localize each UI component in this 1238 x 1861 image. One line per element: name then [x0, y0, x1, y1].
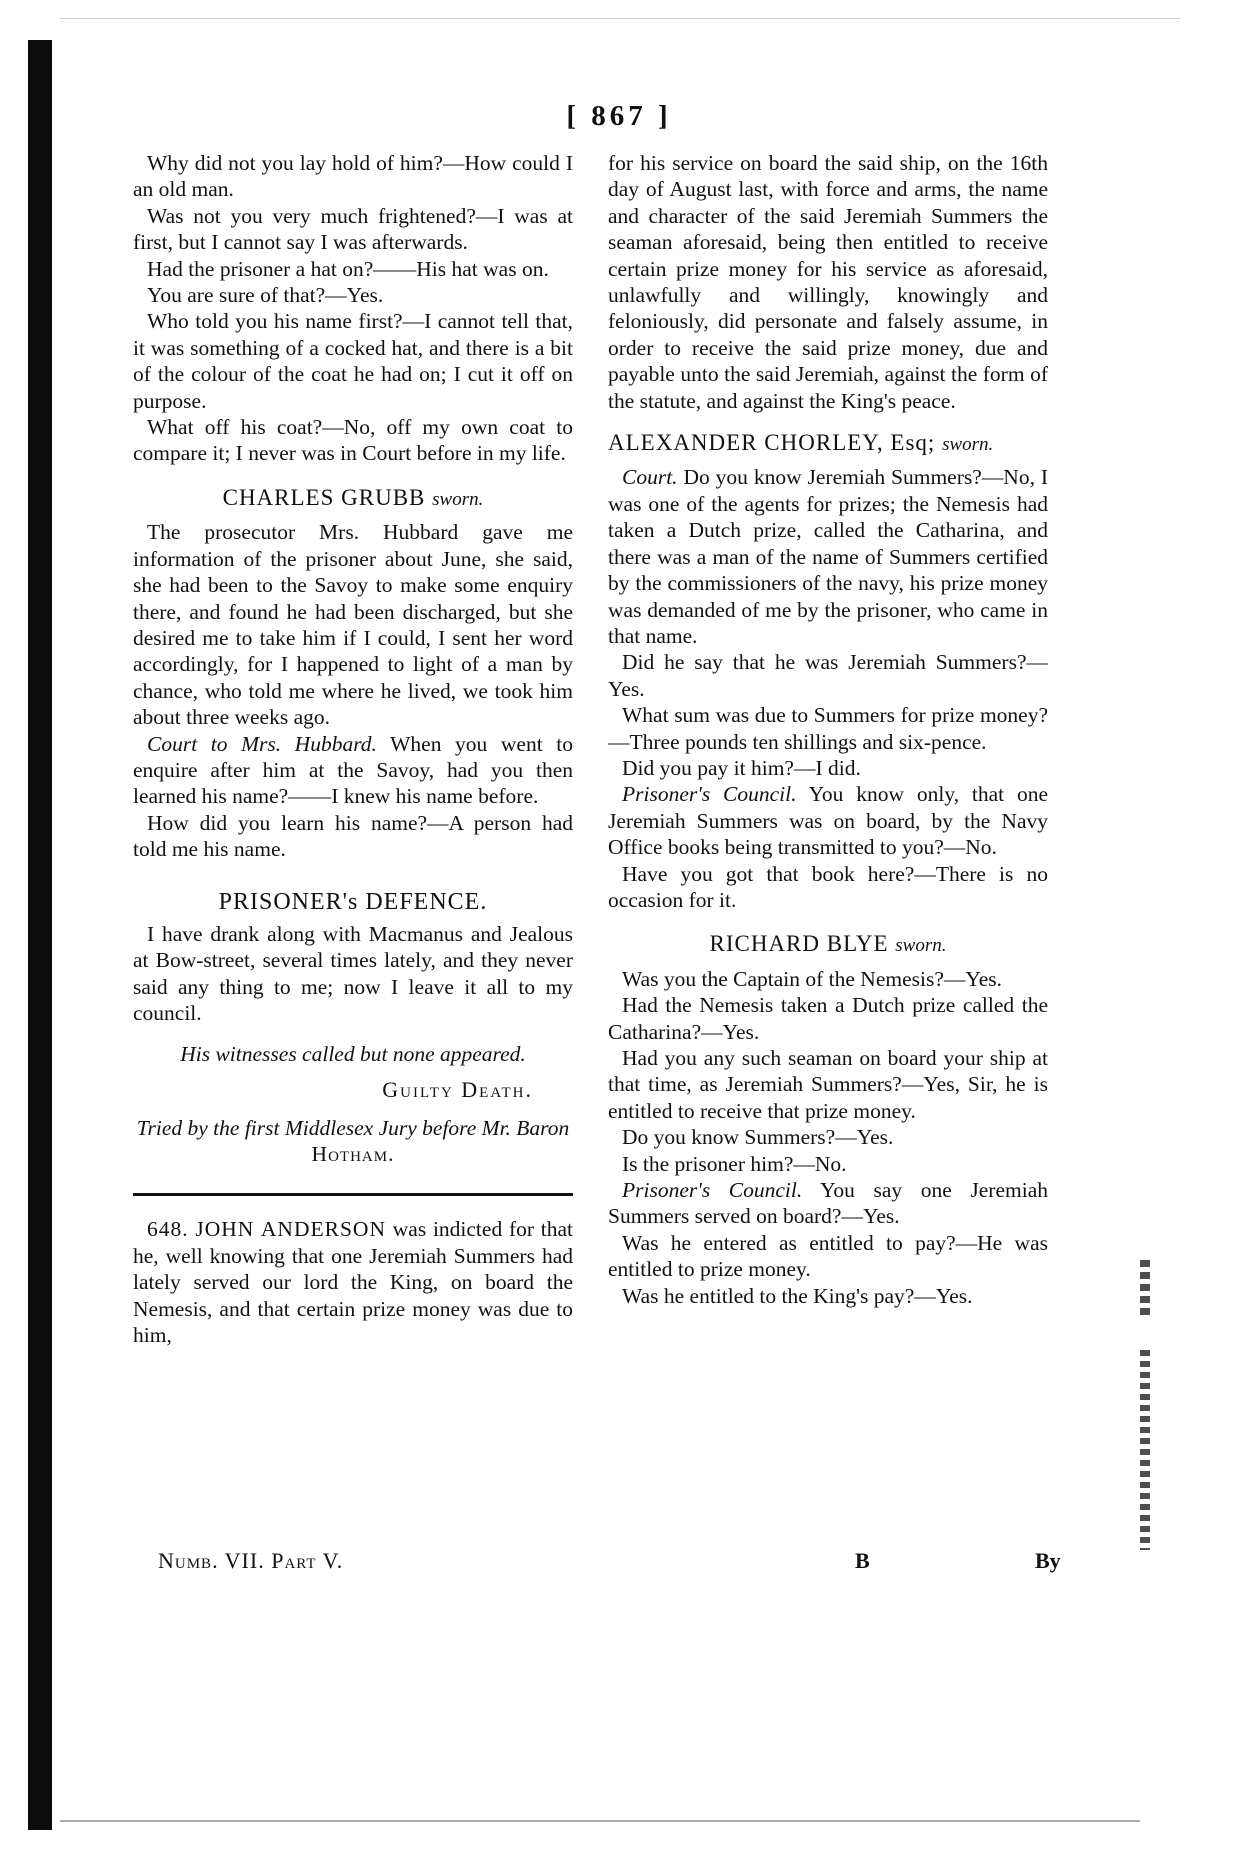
page-top-edge	[60, 18, 1180, 19]
tried-text: Tried by the first Middlesex Jury before Mr. Baron	[136, 1116, 570, 1141]
witness-heading-chorley	[608, 430, 1048, 458]
sworn-label: sworn.	[942, 434, 994, 456]
scan-edge-marks	[1140, 1260, 1150, 1320]
continuation-paragraph: for his service on board the said ship, on the 16th day of August last, with force and arms, the name and character of the said Jeremiah Summers the seaman aforesaid, being then entitled to receive certain prize money for his service as aforesaid, unlawfully and willingly, knowingly and feloniously, did personate and falsely assume, in order to receive the said prize money, due and payable unto the said Jeremiah, against the form of the statute, and against the King's peace.	[608, 151, 1048, 413]
paragraph: Who told you his name first?—I cannot tell that, it was something of a cocked hat, and there is a bit of the colour of the coat he had on; I cut it off on purpose.	[133, 309, 573, 413]
paragraph-text: You know only, that one Jeremiah Summers was on board, by the Navy Office books being transmitted to you?—No.	[608, 782, 1049, 860]
paragraph: What sum was due to Summers for prize money?—Three pounds ten shillings and six-pence.	[608, 703, 1048, 754]
witness-name: RICHARD BLYE	[709, 931, 889, 957]
paragraph: Had the Nemesis taken a Dutch prize called the Catharina?—Yes.	[608, 993, 1048, 1044]
scan-edge-marks	[1140, 1350, 1150, 1550]
paragraph: Have you got that book here?—There is no occasion for it.	[608, 861, 1048, 912]
paragraph: Had the prisoner a hat on?——His hat was on.	[147, 256, 549, 281]
paragraph-text: When you went to enquire after him at the Savoy, had you then learned his name?——I knew his name before.	[133, 731, 573, 809]
paragraph: Was he entitled to the King's pay?—Yes.	[622, 1283, 973, 1308]
defence-text: I have drank along with Macmanus and Jealous at Bow-street, several times lately, and they never said any thing to me; now I leave it all to my council.	[133, 921, 573, 1026]
paragraph: Was he entered as entitled to pay?—He was entitled to prize money.	[608, 1230, 1048, 1282]
tried-note	[133, 1115, 573, 1167]
speaker-label: Prisoner's Council.	[622, 1178, 803, 1203]
paragraph: Why did not you lay hold of him?—How could I an old man.	[133, 151, 573, 202]
paragraph: Is the prisoner him?—No.	[622, 1151, 847, 1176]
case-paragraph	[133, 1216, 573, 1348]
defence-heading: PRISONER's DEFENCE.	[218, 888, 488, 915]
right-column	[608, 150, 1048, 1309]
paragraph: Did you pay it him?—I did.	[622, 755, 861, 780]
witness-name: ALEXANDER CHORLEY, Esq;	[608, 430, 936, 456]
case-text: was indicted for that he, well knowing that one Jeremiah Summers had lately served our lord the King, on board the Nemesis, and that certain prize money was due to him,	[133, 1217, 574, 1348]
case-name: JOHN ANDERSON	[195, 1217, 386, 1242]
footer-part-label: Numb. VII. Part V.	[158, 1548, 344, 1573]
paragraph: Do you know Summers?—Yes.	[622, 1125, 894, 1150]
paragraph: Did he say that he was Jeremiah Summers?—Yes.	[608, 650, 1048, 701]
witness-name: CHARLES GRUBB	[222, 484, 426, 510]
left-intro-block	[133, 150, 573, 467]
sworn-label: sworn.	[895, 935, 947, 957]
speaker-label: Court.	[622, 465, 678, 490]
paragraph-text: You say one Jeremiah Summers served on board?—Yes.	[608, 1178, 1049, 1229]
paragraph: Had you any such seaman on board your ship at that time, as Jeremiah Summers?—Yes, Sir, he is entitled to receive that prize money.	[608, 1046, 1048, 1123]
paragraph-text: Do you know Jeremiah Summers?—No, I was one of the agents for prizes; the Nemesis had taken a Dutch prize, called the Catharina, and there was a man of the name of Summers certified by the commissioners of the navy, his prize money was demanded of me by the prisoner, who came in that name.	[608, 465, 1049, 648]
section-rule	[133, 1193, 573, 1196]
paragraph	[608, 1177, 1048, 1230]
book-spine-shadow	[28, 40, 52, 1830]
paragraph: How did you learn his name?—A person had told me his name.	[133, 810, 573, 862]
sworn-label: sworn.	[432, 488, 484, 510]
judge-name: Hotham.	[311, 1142, 395, 1167]
case-number: 648.	[147, 1217, 189, 1242]
speaker-label: Prisoner's Council.	[622, 782, 797, 807]
paragraph	[133, 731, 573, 810]
verdict: Guilty Death.	[382, 1077, 533, 1102]
paragraph: The prosecutor Mrs. Hubbard gave me information of the prisoner about June, she said, she had been to the Savoy to make some enquiry there, and found he had been discharged, but she desired me to take him if I could, I sent her word accordingly, for I happened to light of a man by chance, who told me where he lived, we took him about three weeks ago.	[133, 520, 573, 730]
page-number: [ 867 ]	[566, 100, 672, 132]
paragraph: You are sure of that?—Yes.	[147, 283, 384, 308]
paragraph	[608, 464, 1048, 649]
footer-catchword: By	[1035, 1548, 1061, 1573]
paragraph: What off his coat?—No, off my own coat to compare it; I never was in Court before in my life.	[133, 415, 573, 466]
witnesses-note: His witnesses called but none appeared.	[180, 1041, 526, 1066]
paragraph: Was not you very much frightened?—I was at first, but I cannot say I was afterwards.	[133, 203, 573, 255]
page-bottom-edge	[60, 1820, 1140, 1822]
paragraph: Was you the Captain of the Nemesis?—Yes.	[622, 966, 1003, 991]
footer-signature: B	[855, 1548, 870, 1573]
left-column	[133, 150, 573, 1348]
witness-heading-blye	[608, 931, 1048, 959]
witness-heading-grubb	[133, 485, 573, 513]
speaker-label: Court to Mrs. Hubbard.	[147, 731, 377, 756]
paragraph	[608, 781, 1048, 860]
